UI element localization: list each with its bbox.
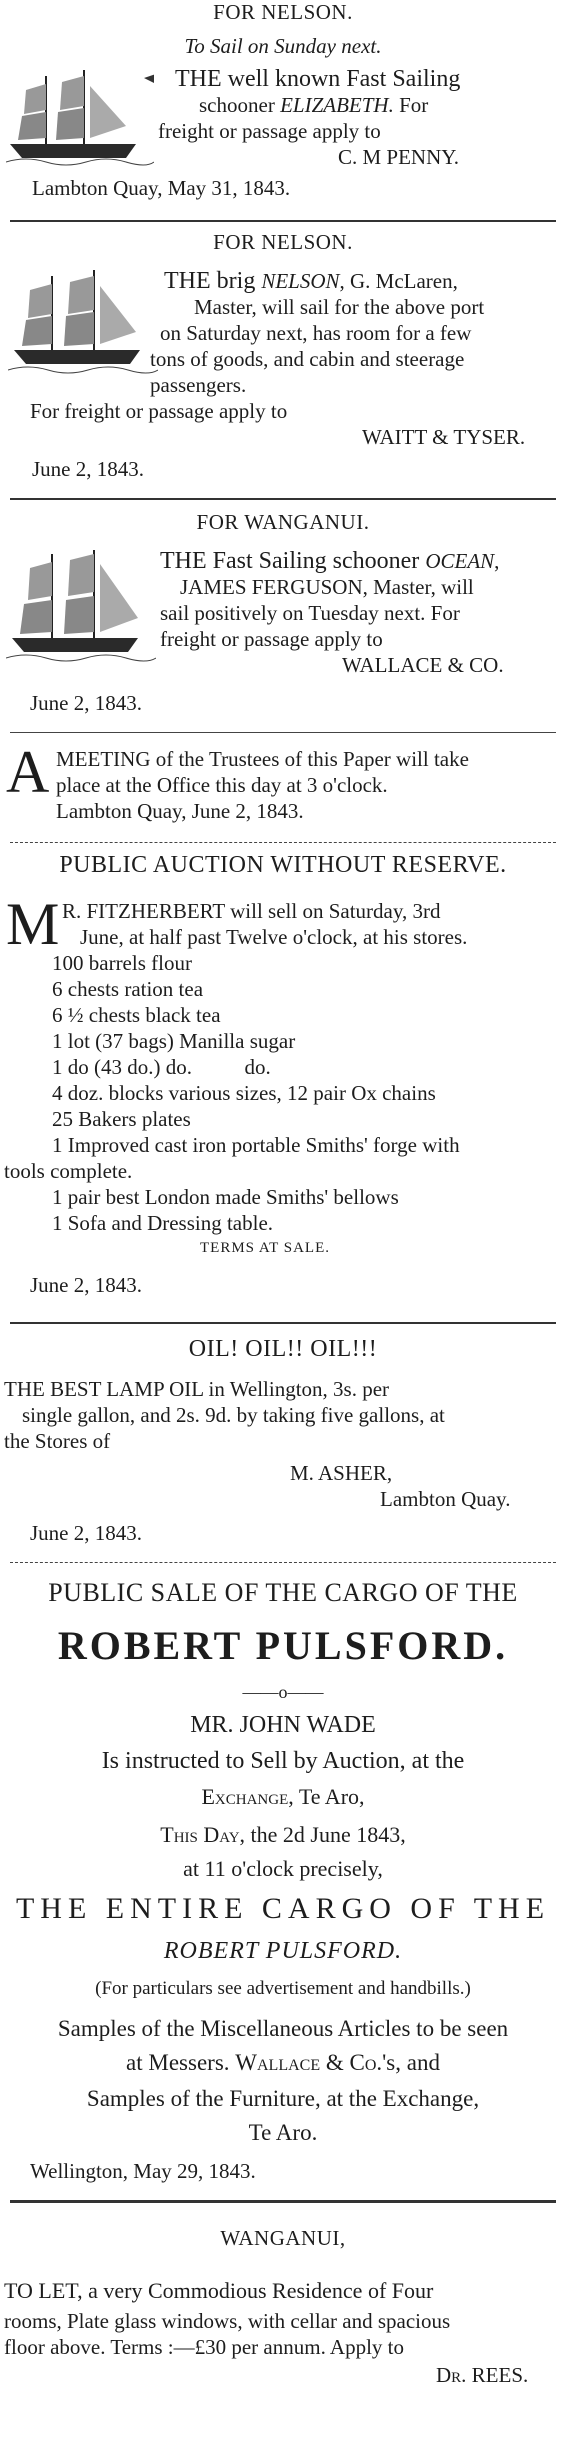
ad-line: Master, will sail for the above port <box>194 295 485 319</box>
ad-line: rooms, Plate glass windows, with cellar and spacious <box>4 2309 451 2333</box>
ad-line: tons of goods, and cabin and steerage <box>150 347 465 371</box>
ad-advertiser: WALLACE & CO. <box>342 653 504 677</box>
drop-cap: M <box>6 891 60 957</box>
divider-rule <box>10 842 556 843</box>
list-item: 6 chests ration tea <box>52 977 204 1001</box>
sailing-ship-icon <box>6 548 156 668</box>
ship-name: ROBERT PULSFORD. <box>163 1938 403 1964</box>
ad-line: THE well known Fast Sailing <box>175 66 461 92</box>
ornament-divider: ——o—— <box>242 1682 324 1702</box>
ad-line: sail positively on Tuesday next. For <box>160 601 460 625</box>
ad-line: THE Fast Sailing schooner OCEAN, <box>160 548 500 574</box>
ad-line: on Saturday next, has room for a few <box>160 321 472 345</box>
list-item: 1 Improved cast iron portable Smiths' forge with <box>52 1133 460 1157</box>
sailing-ship-icon <box>6 66 154 170</box>
divider-rule <box>10 498 556 500</box>
ad-line: at Messers. Wallace & Co.'s, and <box>126 2050 440 2075</box>
list-item: 100 barrels flour <box>52 951 192 975</box>
ad-advertiser: WAITT & TYSER. <box>362 425 526 449</box>
list-item: 25 Bakers plates <box>52 1107 191 1131</box>
ad-dateline: June 2, 1843. <box>30 1521 142 1545</box>
ad-subheading: To Sail on Sunday next. <box>184 34 382 58</box>
ad-heading: FOR NELSON. <box>213 230 353 254</box>
ad-line: passengers. <box>150 373 247 397</box>
divider-rule <box>10 2200 556 2203</box>
divider-rule <box>10 1322 556 1324</box>
ad-dateline: June 2, 1843. <box>32 457 144 481</box>
ad-heading: WANGANUI, <box>220 2226 346 2250</box>
ship-name: ROBERT PULSFORD. <box>57 1623 509 1668</box>
divider-rule <box>10 220 556 222</box>
list-item: 6 ½ chests black tea <box>52 1003 221 1027</box>
ad-dateline: Lambton Quay, June 2, 1843. <box>56 799 304 823</box>
sailing-ship-icon <box>8 268 158 378</box>
ad-heading: FOR WANGANUI. <box>196 510 370 534</box>
ad-line: This Day, the 2d June 1843, <box>160 1822 406 1847</box>
ad-advertiser: C. M PENNY. <box>338 145 459 169</box>
ad-heading: FOR NELSON. <box>213 0 353 24</box>
ad-advertiser: M. ASHER, <box>290 1461 393 1485</box>
ad-line: freight or passage apply to <box>158 119 381 143</box>
ad-line: freight or passage apply to <box>160 627 383 651</box>
ad-note: (For particulars see advertisement and handbills.) <box>95 1978 471 1999</box>
ad-line: Lambton Quay. <box>380 1487 511 1511</box>
list-item: 1 Sofa and Dressing table. <box>52 1211 274 1235</box>
ad-line: THE brig NELSON, G. McLaren, <box>164 268 458 294</box>
ad-dateline: Wellington, May 29, 1843. <box>30 2159 256 2183</box>
ad-line: the Stores of <box>4 1429 111 1453</box>
ad-line: For freight or passage apply to <box>30 399 288 423</box>
list-item: 4 doz. blocks various sizes, 12 pair Ox chains <box>52 1081 436 1105</box>
ad-dateline: Lambton Quay, May 31, 1843. <box>32 176 291 200</box>
terms-note: TERMS AT SALE. <box>200 1240 330 1256</box>
ad-line: place at the Office this day at 3 o'clock. <box>56 773 388 797</box>
ad-line: R. FITZHERBERT will sell on Saturday, 3rd <box>62 899 441 923</box>
ad-line: TO LET, a very Commodious Residence of Four <box>4 2278 434 2303</box>
ad-line: THE BEST LAMP OIL in Wellington, 3s. per <box>4 1377 390 1401</box>
ad-line: Is instructed to Sell by Auction, at the <box>101 1748 465 1774</box>
ad-line: Samples of the Furniture, at the Exchange, <box>86 2086 480 2111</box>
ad-line: Exchange, Te Aro, <box>201 1784 365 1809</box>
ad-line: June, at half past Twelve o'clock, at his stores. <box>80 925 468 949</box>
ad-line: single gallon, and 2s. 9d. by taking five gallons, at <box>22 1403 445 1427</box>
ad-line: Te Aro. <box>248 2120 318 2145</box>
drop-cap: A <box>6 739 50 805</box>
ad-heading: OIL! OIL!! OIL!!! <box>188 1336 378 1362</box>
ad-dateline: June 2, 1843. <box>30 1273 142 1297</box>
ad-line: Samples of the Miscellaneous Articles to be seen <box>57 2016 509 2041</box>
ad-line: at 11 o'clock precisely, <box>183 1856 383 1881</box>
ad-heading: PUBLIC AUCTION WITHOUT RESERVE. <box>59 852 507 878</box>
ad-line: schooner ELIZABETH. For <box>199 93 429 117</box>
list-item: 1 lot (37 bags) Manilla sugar <box>52 1029 296 1053</box>
list-item-wrap: tools complete. <box>4 1159 133 1183</box>
ad-line: MEETING of the Trustees of this Paper will take <box>56 747 469 771</box>
list-item: 1 do (43 do.) do. do. <box>52 1055 271 1079</box>
ad-advertiser: Dr. REES. <box>436 2363 529 2387</box>
auctioneer-name: MR. JOHN WADE <box>190 1712 376 1738</box>
ad-line: floor above. Terms :—£30 per annum. Apply to <box>4 2335 404 2359</box>
cargo-heading: THE ENTIRE CARGO OF THE <box>15 1892 551 1925</box>
divider-rule <box>10 732 556 733</box>
ad-heading: PUBLIC SALE OF THE CARGO OF THE <box>48 1578 518 1607</box>
list-item: 1 pair best London made Smiths' bellows <box>52 1185 399 1209</box>
ad-line: JAMES FERGUSON, Master, will <box>180 575 474 599</box>
ad-dateline: June 2, 1843. <box>30 691 142 715</box>
divider-rule <box>10 1562 556 1563</box>
